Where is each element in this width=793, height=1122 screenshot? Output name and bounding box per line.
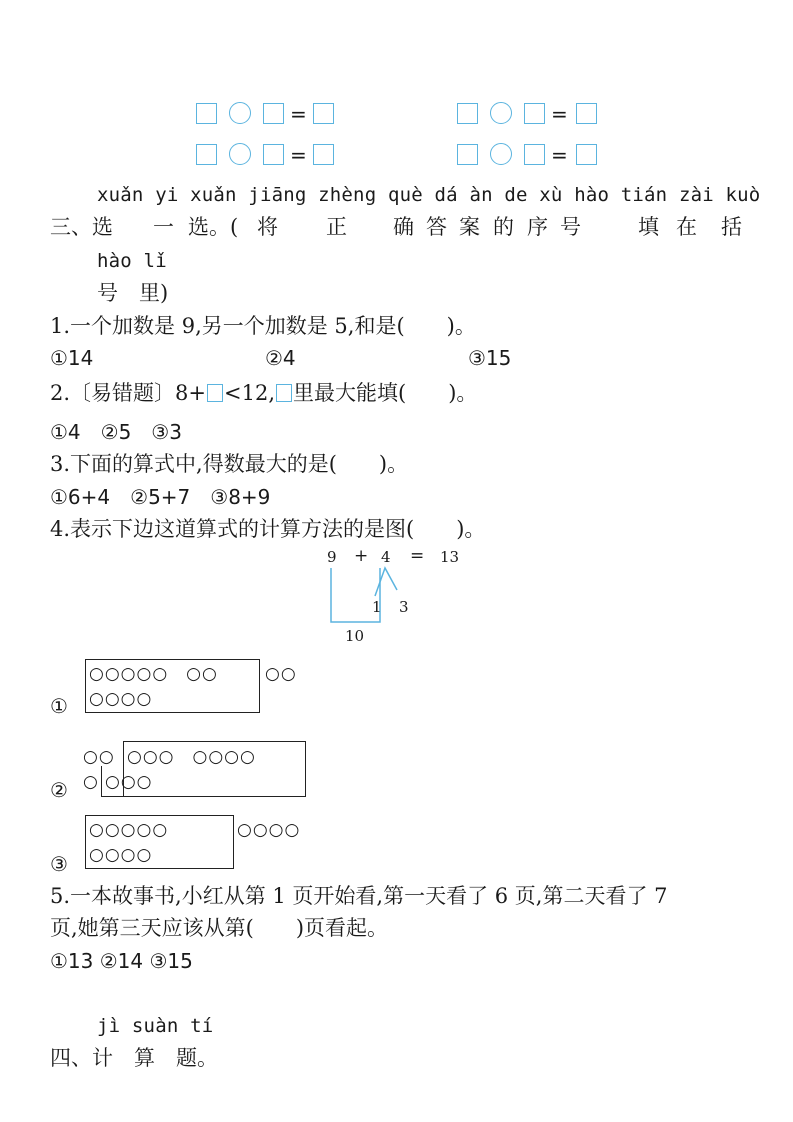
answer-box[interactable] bbox=[313, 103, 334, 124]
q4-option-1-row1-in: ○○○○○ ○○ bbox=[89, 664, 218, 684]
q4-option-2-row2-in: ○○○ bbox=[105, 772, 153, 792]
q2-stem bbox=[50, 381, 477, 405]
equals-sign: = bbox=[551, 143, 568, 167]
q4-option-2-row2-out: ○ bbox=[83, 772, 99, 792]
answer-box[interactable] bbox=[524, 144, 545, 165]
diagram-sum-10: 10 bbox=[345, 627, 365, 645]
equals-sign: = bbox=[290, 143, 307, 167]
diagram-split-1: 1 bbox=[372, 598, 382, 616]
q4-option-3-row1-out: ○○○○ bbox=[237, 820, 301, 840]
answer-box[interactable] bbox=[457, 103, 478, 124]
answer-box[interactable] bbox=[263, 144, 284, 165]
q4-option-2-row1-out: ○○ bbox=[83, 747, 115, 767]
diagram-split-lines bbox=[320, 560, 420, 630]
title-char: 号 bbox=[560, 215, 581, 239]
diagram-split-3: 3 bbox=[399, 598, 409, 616]
section3-pinyin: xuǎn yi xuǎn jiāng zhèng què dá àn de xù hào tián zài kuò bbox=[97, 184, 761, 206]
operator-circle[interactable] bbox=[229, 102, 251, 124]
operator-circle[interactable] bbox=[490, 143, 512, 165]
q4-option-2-label[interactable]: ② bbox=[50, 778, 68, 802]
q5-stem-line1: 5.一本故事书,小红从第 1 页开始看,第一天看了 6 页,第二天看了 7 bbox=[50, 884, 668, 908]
q3-options[interactable]: ①6+4 ②5+7 ③8+9 bbox=[50, 485, 271, 509]
section3-title-2: 号 里) bbox=[97, 281, 169, 305]
q4-stem: 4.表示下边这道算式的计算方法的是图( )。 bbox=[50, 517, 486, 541]
section4-title: 四、计 算 题。 bbox=[50, 1046, 218, 1070]
title-char: 括 bbox=[721, 215, 742, 239]
title-char: 一 bbox=[153, 215, 174, 239]
operator-circle[interactable] bbox=[490, 102, 512, 124]
operator-circle[interactable] bbox=[229, 143, 251, 165]
title-char: 填 bbox=[638, 215, 659, 239]
title-char: 案 bbox=[459, 215, 480, 239]
q5-options[interactable]: ①13 ②14 ③15 bbox=[50, 949, 193, 973]
q5-stem-line2: 页,她第三天应该从第( )页看起。 bbox=[50, 916, 389, 940]
q4-option-3-row1-in: ○○○○○ bbox=[89, 820, 187, 840]
q3-stem: 3.下面的算式中,得数最大的是( )。 bbox=[50, 452, 409, 476]
q4-option-3-label[interactable]: ③ bbox=[50, 852, 68, 876]
diagram-num-4: 4 bbox=[381, 548, 391, 566]
q2-stem-end: 里最大能填( )。 bbox=[293, 381, 478, 405]
q1-stem: 1.一个加数是 9,另一个加数是 5,和是( )。 bbox=[50, 314, 476, 338]
diagram-num-13: 13 bbox=[440, 548, 460, 566]
diagram-plus: + bbox=[354, 546, 369, 566]
diagram-num-9: 9 bbox=[327, 548, 337, 566]
section3-pinyin-2: hào lǐ bbox=[97, 250, 167, 272]
answer-box[interactable] bbox=[196, 103, 217, 124]
q4-option-2-row1-in: ○○○ ○○○○ bbox=[127, 747, 256, 767]
answer-box[interactable] bbox=[313, 144, 334, 165]
q2-stem-start: 2.〔易错题〕8+ bbox=[50, 381, 206, 405]
equals-sign: = bbox=[551, 102, 568, 126]
title-char: 确 bbox=[393, 215, 414, 239]
answer-box[interactable] bbox=[576, 103, 597, 124]
answer-box[interactable] bbox=[524, 103, 545, 124]
title-char: 三、选 bbox=[50, 215, 113, 239]
q2-blank-box[interactable] bbox=[207, 384, 223, 402]
title-char: 的 bbox=[493, 215, 514, 239]
title-char: 在 bbox=[676, 215, 697, 239]
q4-option-1-row2: ○○○○ bbox=[89, 689, 153, 709]
diagram-equals: = bbox=[410, 546, 425, 566]
section4-pinyin: jì suàn tí bbox=[97, 1015, 214, 1037]
q1-option-1[interactable]: ①14 bbox=[50, 346, 94, 370]
q4-option-1-row1-out: ○○ bbox=[265, 664, 297, 684]
equals-sign: = bbox=[290, 102, 307, 126]
q2-stem-mid: <12, bbox=[224, 381, 275, 405]
q2-blank-box[interactable] bbox=[276, 384, 292, 402]
title-char: 将 bbox=[257, 215, 278, 239]
q2-options[interactable]: ①4 ②5 ③3 bbox=[50, 420, 182, 444]
answer-box[interactable] bbox=[196, 144, 217, 165]
answer-box[interactable] bbox=[576, 144, 597, 165]
title-char: 答 bbox=[426, 215, 447, 239]
q1-option-3[interactable]: ③15 bbox=[468, 346, 512, 370]
title-char: 序 bbox=[527, 215, 548, 239]
q4-option-3-row2: ○○○○ bbox=[89, 845, 153, 865]
answer-box[interactable] bbox=[263, 103, 284, 124]
title-char: 选。( bbox=[188, 215, 239, 239]
q1-option-2[interactable]: ②4 bbox=[265, 346, 296, 370]
q4-option-1-label[interactable]: ① bbox=[50, 694, 68, 718]
answer-box[interactable] bbox=[457, 144, 478, 165]
title-char: 正 bbox=[326, 215, 347, 239]
